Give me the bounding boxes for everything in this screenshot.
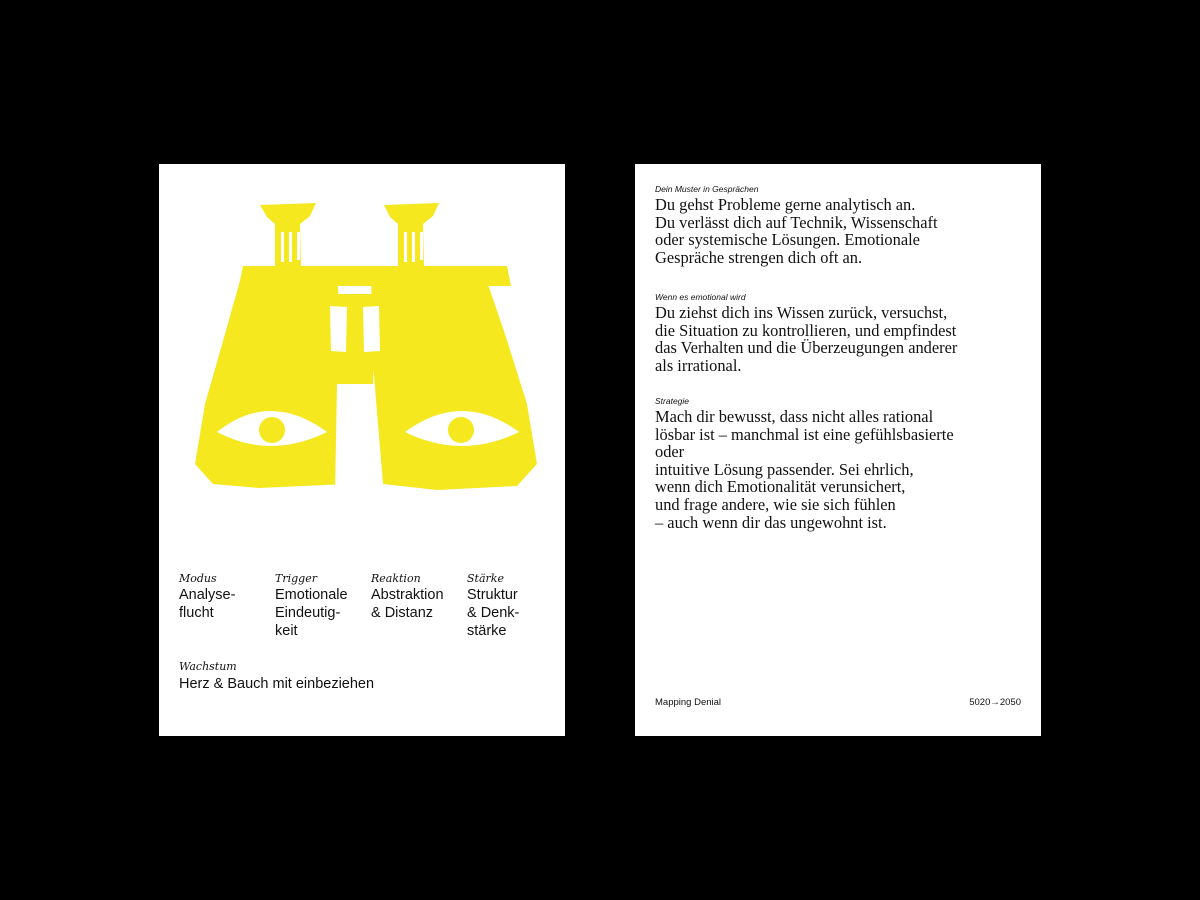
attribute-label: Modus	[179, 572, 217, 585]
growth-block	[179, 660, 549, 693]
attribute-label: Trigger	[275, 572, 317, 585]
attribute-value: Struktur & Denk- stärke	[467, 587, 520, 639]
attribute-label: Stärke	[467, 572, 504, 585]
section-strategy	[655, 396, 1025, 531]
section-text: Du ziehst dich ins Wissen zurück, versuchst, die Situation zu kontrollieren, und empfindest das Verhalten und die Überzeugungen anderer als irrational.	[655, 303, 958, 375]
section-emotional	[655, 292, 1025, 374]
section-pattern	[655, 184, 1025, 266]
section-label: Dein Muster in Gesprächen	[655, 184, 759, 194]
attribute-value: Abstraktion & Distanz	[371, 587, 444, 621]
growth-value: Herz & Bauch mit einbeziehen	[179, 676, 375, 692]
attribute-value: Analyse- flucht	[179, 587, 236, 621]
section-label: Wenn es emotional wird	[655, 292, 746, 302]
binoculars-eyes-illustration	[187, 194, 541, 504]
section-label: Strategie	[655, 396, 690, 406]
front-card	[159, 164, 565, 736]
section-text: Mach dir bewusst, dass nicht alles rational lösbar ist – manchmal ist eine gefühlsbasierte oder intuitive Lösung passender. Sei ehrlich, wenn dich Emotionalität verunsichert, und frage andere, wie sie sich fühlen – auch wenn dir das ungewohnt ist.	[655, 407, 954, 532]
footer-year-range: 5020→2050	[969, 697, 1021, 708]
attribute-modus	[179, 572, 271, 622]
attribute-label: Reaktion	[371, 572, 421, 585]
back-card	[635, 164, 1041, 736]
attribute-trigger	[275, 572, 367, 640]
footer-project-title: Mapping Denial	[655, 697, 722, 708]
section-text: Du gehst Probleme gerne analytisch an. Du verlässt dich auf Technik, Wissenschaft oder systemische Lösungen. Emotionale Gespräche strengen dich oft an.	[655, 195, 938, 267]
attribute-reaktion	[371, 572, 463, 622]
growth-label: Wachstum	[179, 660, 237, 673]
attribute-value: Emotionale Eindeutig- keit	[275, 587, 348, 639]
attribute-staerke	[467, 572, 559, 640]
